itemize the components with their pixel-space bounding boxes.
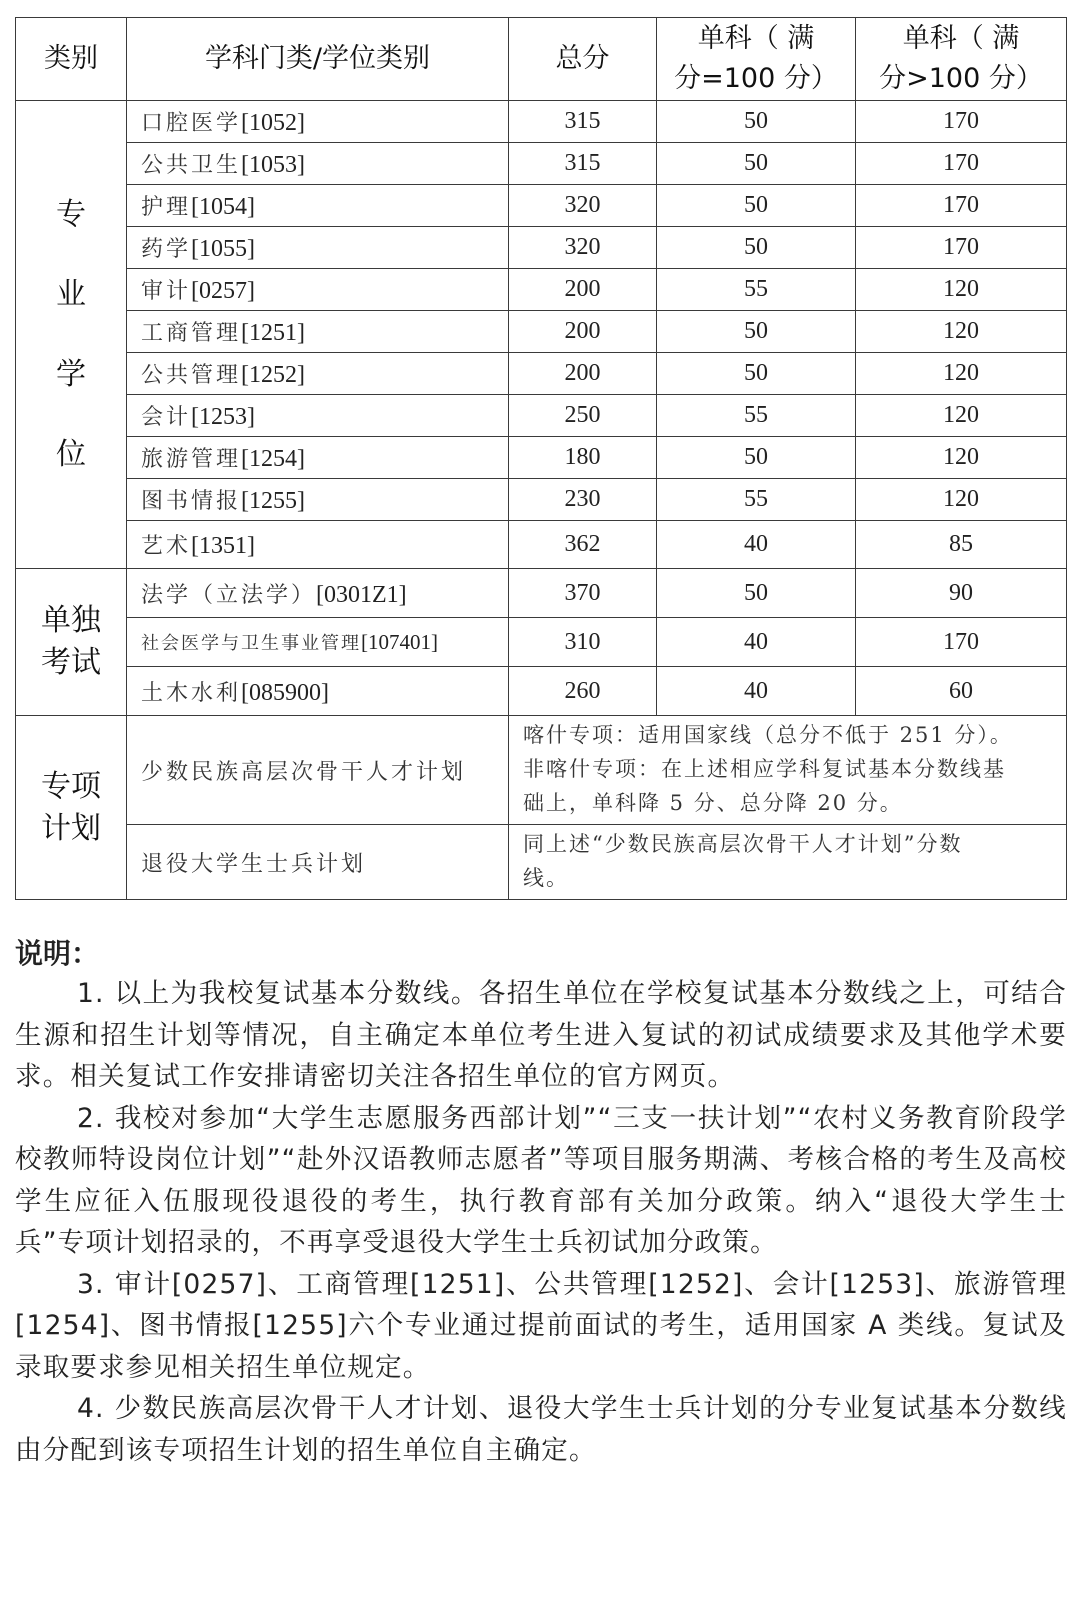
single-over100-score: 90 [856,569,1067,618]
single-100-score: 55 [657,269,856,311]
table-row [16,353,1067,395]
subject-name: 公共管理 [141,363,242,388]
total-score: 200 [509,353,657,395]
subject-code: [1253] [191,404,255,430]
category-line: 考试 [41,645,101,680]
table-row [16,569,1067,618]
total-score: 370 [509,569,657,618]
total-score: 260 [509,667,657,716]
subject-name: 会计 [141,405,192,430]
total-score: 320 [509,227,657,269]
single-100-score: 55 [657,395,856,437]
note-item: 4. 少数民族高层次骨干人才计划、退役大学生士兵计划的分专业复试基本分数线由分配到该专项招生计划的招生单位自主确定。 [15,1393,1067,1466]
single-over100-score: 170 [856,101,1067,143]
single-over100-score: 120 [856,395,1067,437]
subject-code: [107401] [361,630,438,654]
single-100-score: 50 [657,101,856,143]
subject-cell [127,269,509,311]
single-100-score: 50 [657,311,856,353]
subject-cell [127,667,509,716]
category-special-plan [16,716,127,900]
header-subject: 学科门类/学位类别 [127,18,509,101]
table-row [16,101,1067,143]
subject-name: 旅游管理 [141,447,242,472]
subject-cell [127,437,509,479]
table-row [16,311,1067,353]
special-plan-description [509,825,1067,900]
single-over100-score: 60 [856,667,1067,716]
score-line-table [15,17,1067,900]
description-line: 础上，单科降 5 分、总分降 20 分。 [523,791,903,815]
subject-cell [127,395,509,437]
total-score: 230 [509,479,657,521]
table-row [16,479,1067,521]
single-100-score: 50 [657,353,856,395]
table-row [16,825,1067,900]
category-char: 位 [56,436,86,472]
single-100-score: 40 [657,521,856,569]
header-single-100-line2: 分=100 分） [674,63,838,94]
subject-code: [1351] [191,533,255,559]
header-category: 类别 [16,18,127,101]
subject-name: 审计 [141,279,192,304]
table-row [16,269,1067,311]
table-row [16,437,1067,479]
category-char: 学 [56,356,86,392]
category-line: 专项 [41,768,101,804]
description-line: 同上述“少数民族高层次骨干人才计划”分数 [523,832,963,856]
table-row [16,143,1067,185]
single-100-score: 50 [657,143,856,185]
total-score: 315 [509,143,657,185]
subject-code: [1255] [241,488,305,514]
single-100-score: 50 [657,185,856,227]
header-single-100 [657,18,856,101]
subject-name: 口腔医学 [141,111,242,136]
subject-name: 法学（立法学） [141,582,317,608]
total-score: 320 [509,185,657,227]
single-100-score: 50 [657,569,856,618]
subject-name: 艺术 [141,534,192,559]
single-over100-score: 120 [856,269,1067,311]
header-single-over100-line1: 单科（ 满 [902,23,1020,54]
header-single-over100-line2: 分>100 分） [879,63,1043,94]
subject-cell [127,479,509,521]
subject-name: 公共卫生 [141,153,242,178]
subject-cell [127,101,509,143]
subject-name: 土木水利 [141,680,242,706]
category-char: 专 [56,196,86,232]
total-score: 250 [509,395,657,437]
subject-cell [127,311,509,353]
subject-name: 药学 [141,237,192,262]
special-plan-description [509,716,1067,825]
table-row [16,395,1067,437]
category-independent-exam [16,569,127,716]
single-over100-score: 85 [856,521,1067,569]
subject-cell [127,825,509,900]
subject-cell [127,227,509,269]
subject-name: 少数民族高层次骨干人才计划 [141,759,467,785]
header-total: 总分 [509,18,657,101]
table-row [16,667,1067,716]
single-100-score: 50 [657,227,856,269]
single-over100-score: 120 [856,353,1067,395]
category-line: 计划 [41,810,101,846]
table-row [16,227,1067,269]
note-item: 3. 审计[0257]、工商管理[1251]、公共管理[1252]、会计[1253]、旅游管理[1254]、图书情报[1255]六个专业通过提前面试的考生，适用国家 A 类线。复试及录取要求参见相关招生单位规定。 [15,1268,1067,1383]
subject-cell [127,521,509,569]
single-100-score: 55 [657,479,856,521]
subject-code: [1055] [191,236,255,262]
single-over100-score: 120 [856,479,1067,521]
description-line: 喀什专项：适用国家线（总分不低于 251 分）。 [523,723,1013,747]
subject-name: 退役大学生士兵计划 [141,851,367,877]
notes-section [15,935,1067,1471]
table-row [16,618,1067,667]
note-item: 1. 以上为我校复试基本分数线。各招生单位在学校复试基本分数线之上，可结合生源和招生计划等情况，自主确定本单位考生进入复试的初试成绩要求及其他学术要求。相关复试工作安排请密切关注各招生单位的官方网页。 [15,978,1067,1092]
single-100-score: 40 [657,667,856,716]
total-score: 362 [509,521,657,569]
subject-code: [1251] [241,320,305,346]
subject-cell [127,618,509,667]
total-score: 180 [509,437,657,479]
total-score: 200 [509,269,657,311]
subject-code: [0301Z1] [316,581,407,608]
single-over100-score: 170 [856,227,1067,269]
header-single-100-line1: 单科（ 满 [697,23,815,54]
subject-name: 图书情报 [141,489,242,514]
subject-cell [127,185,509,227]
total-score: 315 [509,101,657,143]
table-header-row [16,18,1067,101]
single-100-score: 50 [657,437,856,479]
table-row [16,716,1067,825]
subject-cell [127,143,509,185]
subject-name: 护理 [141,195,192,220]
description-line: 非喀什专项：在上述相应学科复试基本分数线基 [523,757,1006,781]
subject-code: [1053] [241,152,305,178]
subject-code: [085900] [241,679,329,706]
category-line: 单独 [41,603,101,638]
header-single-over100 [856,18,1067,101]
subject-cell [127,569,509,618]
subject-code: [1252] [241,362,305,388]
category-char: 业 [56,276,86,312]
subject-name: 社会医学与卫生事业管理 [141,633,361,654]
subject-code: [1254] [241,446,305,472]
subject-code: [1054] [191,194,255,220]
description-line: 线。 [523,866,569,890]
subject-cell [127,353,509,395]
single-over100-score: 170 [856,618,1067,667]
subject-code: [1052] [241,110,305,136]
single-over100-score: 170 [856,185,1067,227]
subject-cell [127,716,509,825]
subject-code: [0257] [191,278,255,304]
subject-name: 工商管理 [141,321,242,346]
category-professional-degree [16,101,127,569]
notes-title: 说明： [15,937,100,970]
single-100-score: 40 [657,618,856,667]
total-score: 200 [509,311,657,353]
note-item: 2. 我校对参加“大学生志愿服务西部计划”“三支一扶计划”“农村义务教育阶段学校教师特设岗位计划”“赴外汉语教师志愿者”等项目服务期满、考核合格的考生及高校学生应征入伍服现役退役的考生，执行教育部有关加分政策。纳入“退役大学生士兵”专项计划招录的，不再享受退役大学生士兵初试加分政策。 [15,1102,1067,1258]
table-row [16,521,1067,569]
total-score: 310 [509,618,657,667]
single-over100-score: 120 [856,437,1067,479]
single-over100-score: 170 [856,143,1067,185]
single-over100-score: 120 [856,311,1067,353]
table-row [16,185,1067,227]
